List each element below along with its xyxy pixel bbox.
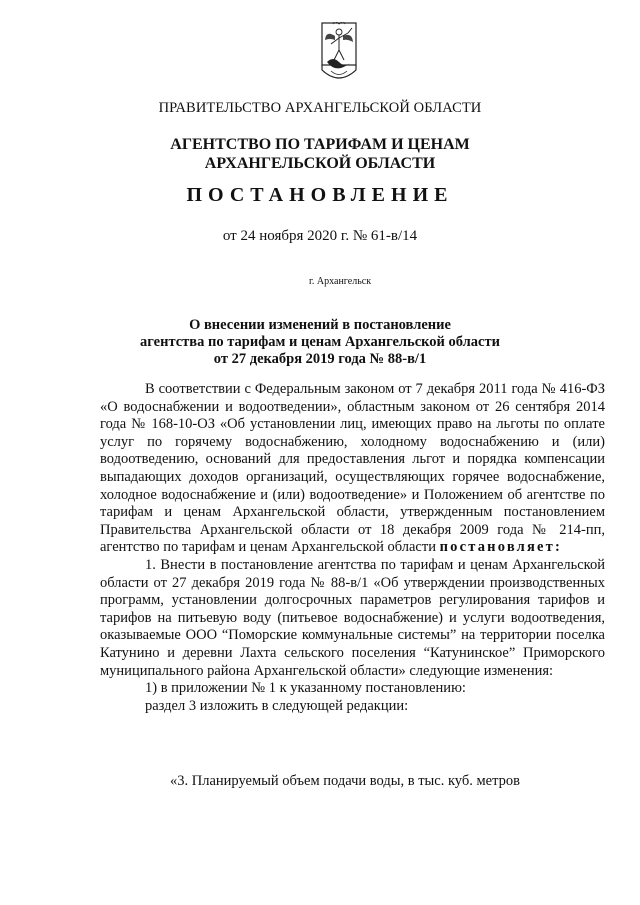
body-paragraph-subitem: 1) в приложении № 1 к указанному постановлению:: [145, 680, 466, 697]
preamble-text: В соответствии с Федеральным законом от 7 декабря 2011 года № 416-ФЗ «О водоснабжении и водоотведении», областным законом от 26 сентября 2014 года № 168-10-ОЗ «Об установлении лиц, имеющих право на льготы по оплате услуг по горячему водоснабжению, холодному водоснабжению и (или) водоотведению, оснований для предоставления льгот и порядка компенсации выпадающих доходов организаций, осуществляющих горячее водоснабжение, холодное водоснабжение и (или) водоотведение» и Положением об агентстве по тарифам и ценам Архангельской области, утвержденным постановлением Правительства Архангельской области от 18 декабря 2009 года № 214-пп, агентство по тарифам и ценам Архангельской области: [100, 381, 605, 556]
decree-subject: [0, 317, 640, 368]
agency-name-line1: АГЕНТСТВО ПО ТАРИФАМ И ЦЕНАМ: [170, 136, 470, 153]
document-type-title: ПОСТАНОВЛЕНИЕ: [186, 184, 454, 206]
coat-of-arms-icon: [321, 22, 357, 86]
subject-line3: от 27 декабря 2019 года № 88-в/1: [213, 351, 427, 367]
body-paragraph-section: раздел 3 изложить в следующей редакции:: [145, 697, 409, 714]
body-paragraph-preamble: [100, 381, 605, 557]
decree-body: [100, 381, 605, 715]
decree-date-number: от 24 ноября 2020 г. № 61-в/14: [222, 228, 418, 244]
body-paragraph-item1: 1. Внести в постановление агентства по тарифам и ценам Архангельской области от 27 декабря 2019 года № 88-в/1 «Об утверждении производственных программ, установлении долгосрочных параметров регулирования тарифов и тарифов на питьевую воду (питьевое водоснабжение) и услуги водоотведения, оказываемые ООО “Поморские коммунальные системы” на территории поселка Катунино и деревни Лахта сельского поселения “Катунинское” Приморского муниципального района Архангельской области» следующие изменения:: [100, 556, 605, 679]
subject-line2: агентства по тарифам и ценам Архангельской области: [140, 334, 500, 350]
subject-line1: О внесении изменений в постановление: [189, 317, 451, 333]
agency-name-line2: АРХАНГЕЛЬСКОЙ ОБЛАСТИ: [204, 155, 436, 172]
quoted-section-heading: «3. Планируемый объем подачи воды, в тыс. куб. метров: [170, 773, 520, 789]
government-name: ПРАВИТЕЛЬСТВО АРХАНГЕЛЬСКОЙ ОБЛАСТИ: [158, 100, 482, 116]
city-name: г. Архангельск: [308, 276, 372, 287]
resolves-keyword: постановляет:: [439, 539, 563, 556]
agency-name: [0, 135, 640, 173]
